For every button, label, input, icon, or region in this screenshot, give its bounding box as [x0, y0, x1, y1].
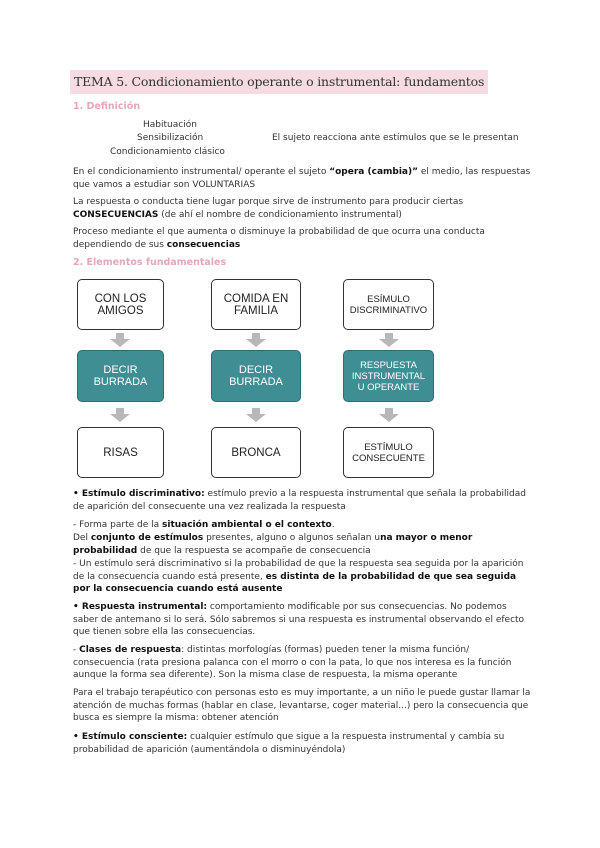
bullet-estimulo-discriminativo: • Estímulo discriminativo: estímulo previo a la respuesta instrumental que señala la probabilidad de aparición del consecuente una vez realizada la respuesta [73, 489, 526, 512]
bullet-respuesta-instrumental: • Respuesta instrumental: comportamiento modificable por sus consecuencias. No podemos saber de antemano si lo será. Sólo sabremos si una respuesta es instrumental observando el efecto que tienen sobre ella las consecuencias. [73, 602, 525, 637]
paragraph: - Clases de respuesta: distintas morfologías (formas) pueden tener la misma función/ consecuencia (rata presiona palanca con el morro o con la pata, lo que nos interesa es la función aunque la forma sea diferente). Son la misma clase de respuesta, la misma operante [73, 645, 512, 680]
section-heading-definicion: 1. Definición [73, 101, 141, 112]
side-note: El sujeto reacciona ante estímulos que se le presentan [272, 133, 519, 143]
paragraph: Para el trabajo terapéutico con personas esto es muy importante, a un niño le puede gustar llamar la atención de muchas formas (hablar en clase, levantarse, coger material...) pero la consecuencia que busca es siempre la misma: obtener atención [73, 688, 531, 723]
arrow-down-icon [379, 408, 399, 422]
paragraph: Del conjunto de estímulos presentes, alguno o algunos señalan una mayor o menor probabilidad de que la respuesta se acompañe de consecuencia [73, 533, 473, 556]
diagram-box: DECIR BURRADA [77, 350, 164, 402]
paragraph: Proceso mediante el que aumenta o disminuye la probabilidad de que ocurra una conducta dependiendo de sus consecuencias [73, 227, 485, 250]
arrow-down-icon [246, 408, 266, 422]
diagram-box: RESPUESTA INSTRUMENTAL U OPERANTE [343, 350, 434, 402]
paragraph: - Forma parte de la situación ambiental o el contexto. [73, 520, 335, 530]
list-item: Sensibilización [137, 133, 204, 143]
page-title: TEMA 5. Condicionamiento operante o instrumental: fundamentos [70, 70, 488, 94]
list-item: Condicionamiento clásico [110, 147, 225, 157]
diagram-box: CON LOS AMIGOS [77, 279, 164, 330]
paragraph: - Un estímulo será discriminativo si la probabilidad de que la respuesta sea seguida por la aparición de la consecuencia cuando está presente, es distinta de la probabilidad de que sea seguida por la consecuencia cuando está ausente [73, 559, 524, 594]
arrow-down-icon [110, 333, 130, 347]
bullet-estimulo-consciente: • Estímulo consciente: cualquier estímulo que sigue a la respuesta instrumental y cambia su probabilidad de aparición (aumentándola o disminuyéndola) [73, 732, 505, 755]
section-heading-elementos: 2. Elementos fundamentales [73, 257, 227, 268]
diagram-box: COMIDA EN FAMILIA [211, 279, 301, 330]
diagram-box: ESTÍMULO CONSECUENTE [343, 427, 434, 478]
paragraph: En el condicionamiento instrumental/ operante el sujeto “opera (cambia)” el medio, las respuestas que vamos a estudiar son VOLUNTARIAS [73, 167, 531, 190]
diagram-box: DECIR BURRADA [211, 350, 301, 402]
arrow-down-icon [379, 333, 399, 347]
diagram-box: RISAS [77, 427, 164, 478]
arrow-down-icon [110, 408, 130, 422]
paragraph: La respuesta o conducta tiene lugar porque sirve de instrumento para producir ciertas CONSECUENCIAS (de ahí el nombre de condicionamiento instrumental) [73, 197, 464, 220]
diagram-box: ESÍMULO DISCRIMINATIVO [343, 279, 434, 330]
diagram-box: BRONCA [211, 427, 301, 478]
list-item: Habituación [143, 120, 197, 130]
arrow-down-icon [246, 333, 266, 347]
